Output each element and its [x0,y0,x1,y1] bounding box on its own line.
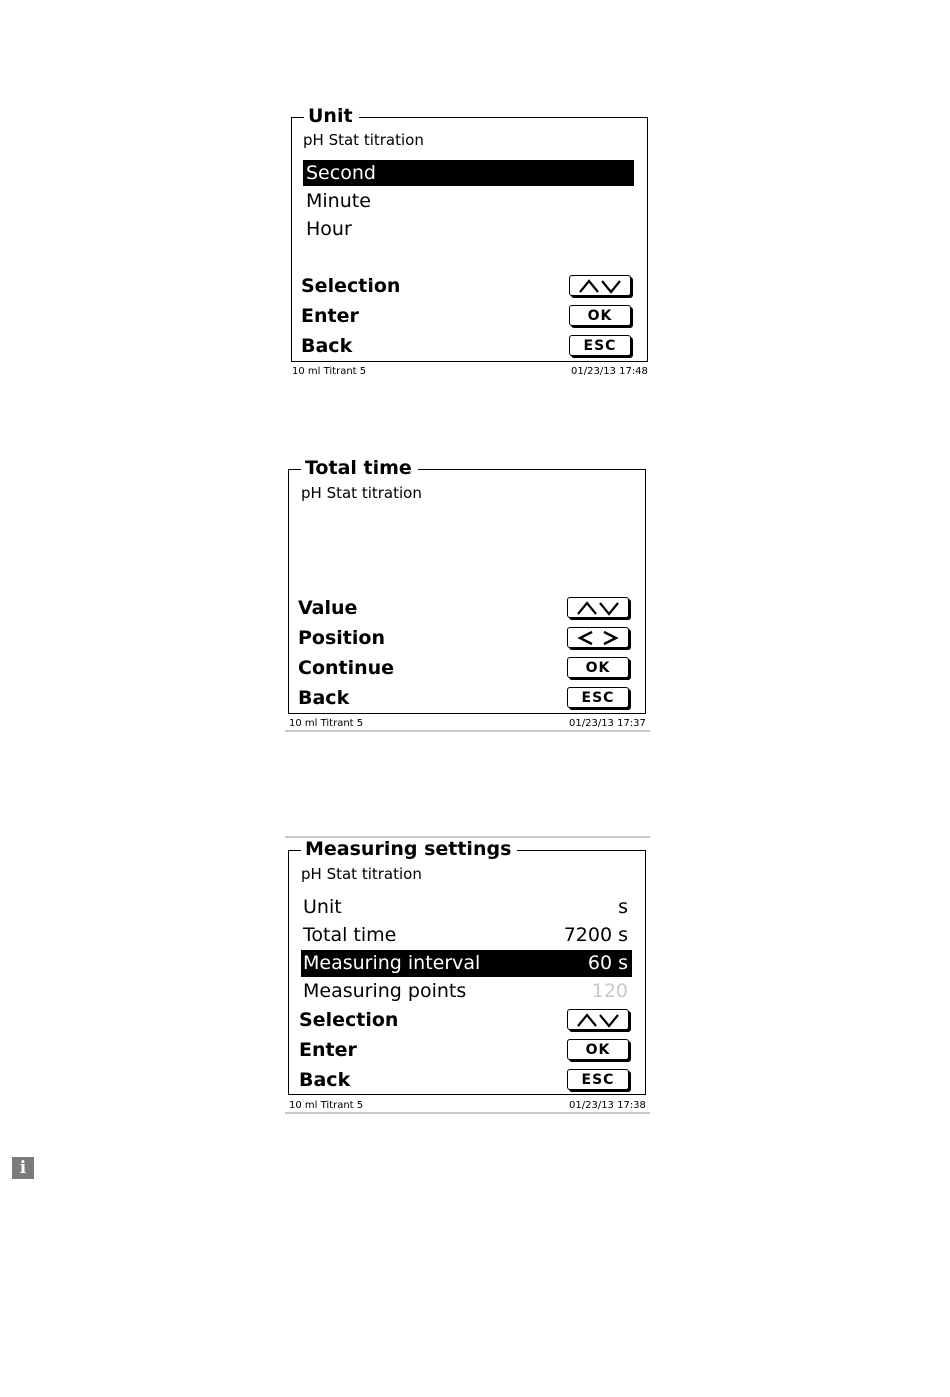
screen-title: Total time [301,458,418,478]
setting-label: Unit [303,896,342,918]
footer-datetime: 01/23/13 17:37 [569,718,646,729]
updown-icon [575,600,621,616]
ok-button[interactable]: OK [569,305,631,326]
key-label-enter: Enter [301,305,359,327]
setting-label: Measuring interval [303,952,481,974]
setting-label: Total time [303,924,397,946]
footer-titrant: 10 ml Titrant 5 [289,1100,364,1111]
setting-value: 120 [591,980,628,1002]
key-label-enter: Enter [299,1039,357,1061]
footer-datetime: 01/23/13 17:48 [571,366,648,377]
updown-button[interactable] [567,597,629,618]
footer-separator [285,1112,650,1114]
footer-titrant: 10 ml Titrant 5 [289,718,364,729]
key-label-value: Value [298,597,358,619]
setting-value: 60 s [587,952,628,974]
setting-value: 7200 s [563,924,628,946]
setting-row-measuring-interval[interactable] [301,950,632,977]
key-label-position: Position [298,627,385,649]
footer-titrant: 10 ml Titrant 5 [292,366,367,377]
esc-button[interactable]: ESC [567,1069,629,1090]
option-minute[interactable]: Minute [306,190,371,212]
setting-value: s [618,896,628,918]
info-icon: i [12,1157,34,1179]
key-label-selection: Selection [301,275,401,297]
key-label-back: Back [298,687,350,709]
screen-subtitle: pH Stat titration [301,484,422,502]
key-label-continue: Continue [298,657,395,679]
key-label-back: Back [301,335,353,357]
ok-button[interactable]: OK [567,1039,629,1060]
updown-button[interactable] [569,275,631,296]
footer-datetime: 01/23/13 17:38 [569,1100,646,1111]
key-label-back: Back [299,1069,351,1091]
updown-icon [575,1012,621,1028]
setting-label: Measuring points [303,980,467,1002]
setting-row-total-time[interactable] [301,922,632,949]
option-hour[interactable]: Hour [306,218,352,240]
leftright-icon [575,630,621,646]
esc-button[interactable]: ESC [567,687,629,708]
screen-subtitle: pH Stat titration [301,865,422,883]
updown-button[interactable] [567,1009,629,1030]
leftright-button[interactable] [567,627,629,648]
footer-separator [285,730,650,732]
esc-button[interactable]: ESC [569,335,631,356]
screen-title: Unit [304,106,359,126]
setting-row-unit[interactable] [301,894,632,921]
key-label-selection: Selection [299,1009,399,1031]
screen-title: Measuring settings [301,839,517,859]
updown-icon [577,278,623,294]
option-second[interactable]: Second [303,160,634,186]
screen-subtitle: pH Stat titration [303,131,424,149]
ok-button[interactable]: OK [567,657,629,678]
setting-row-measuring-points [301,978,632,1005]
